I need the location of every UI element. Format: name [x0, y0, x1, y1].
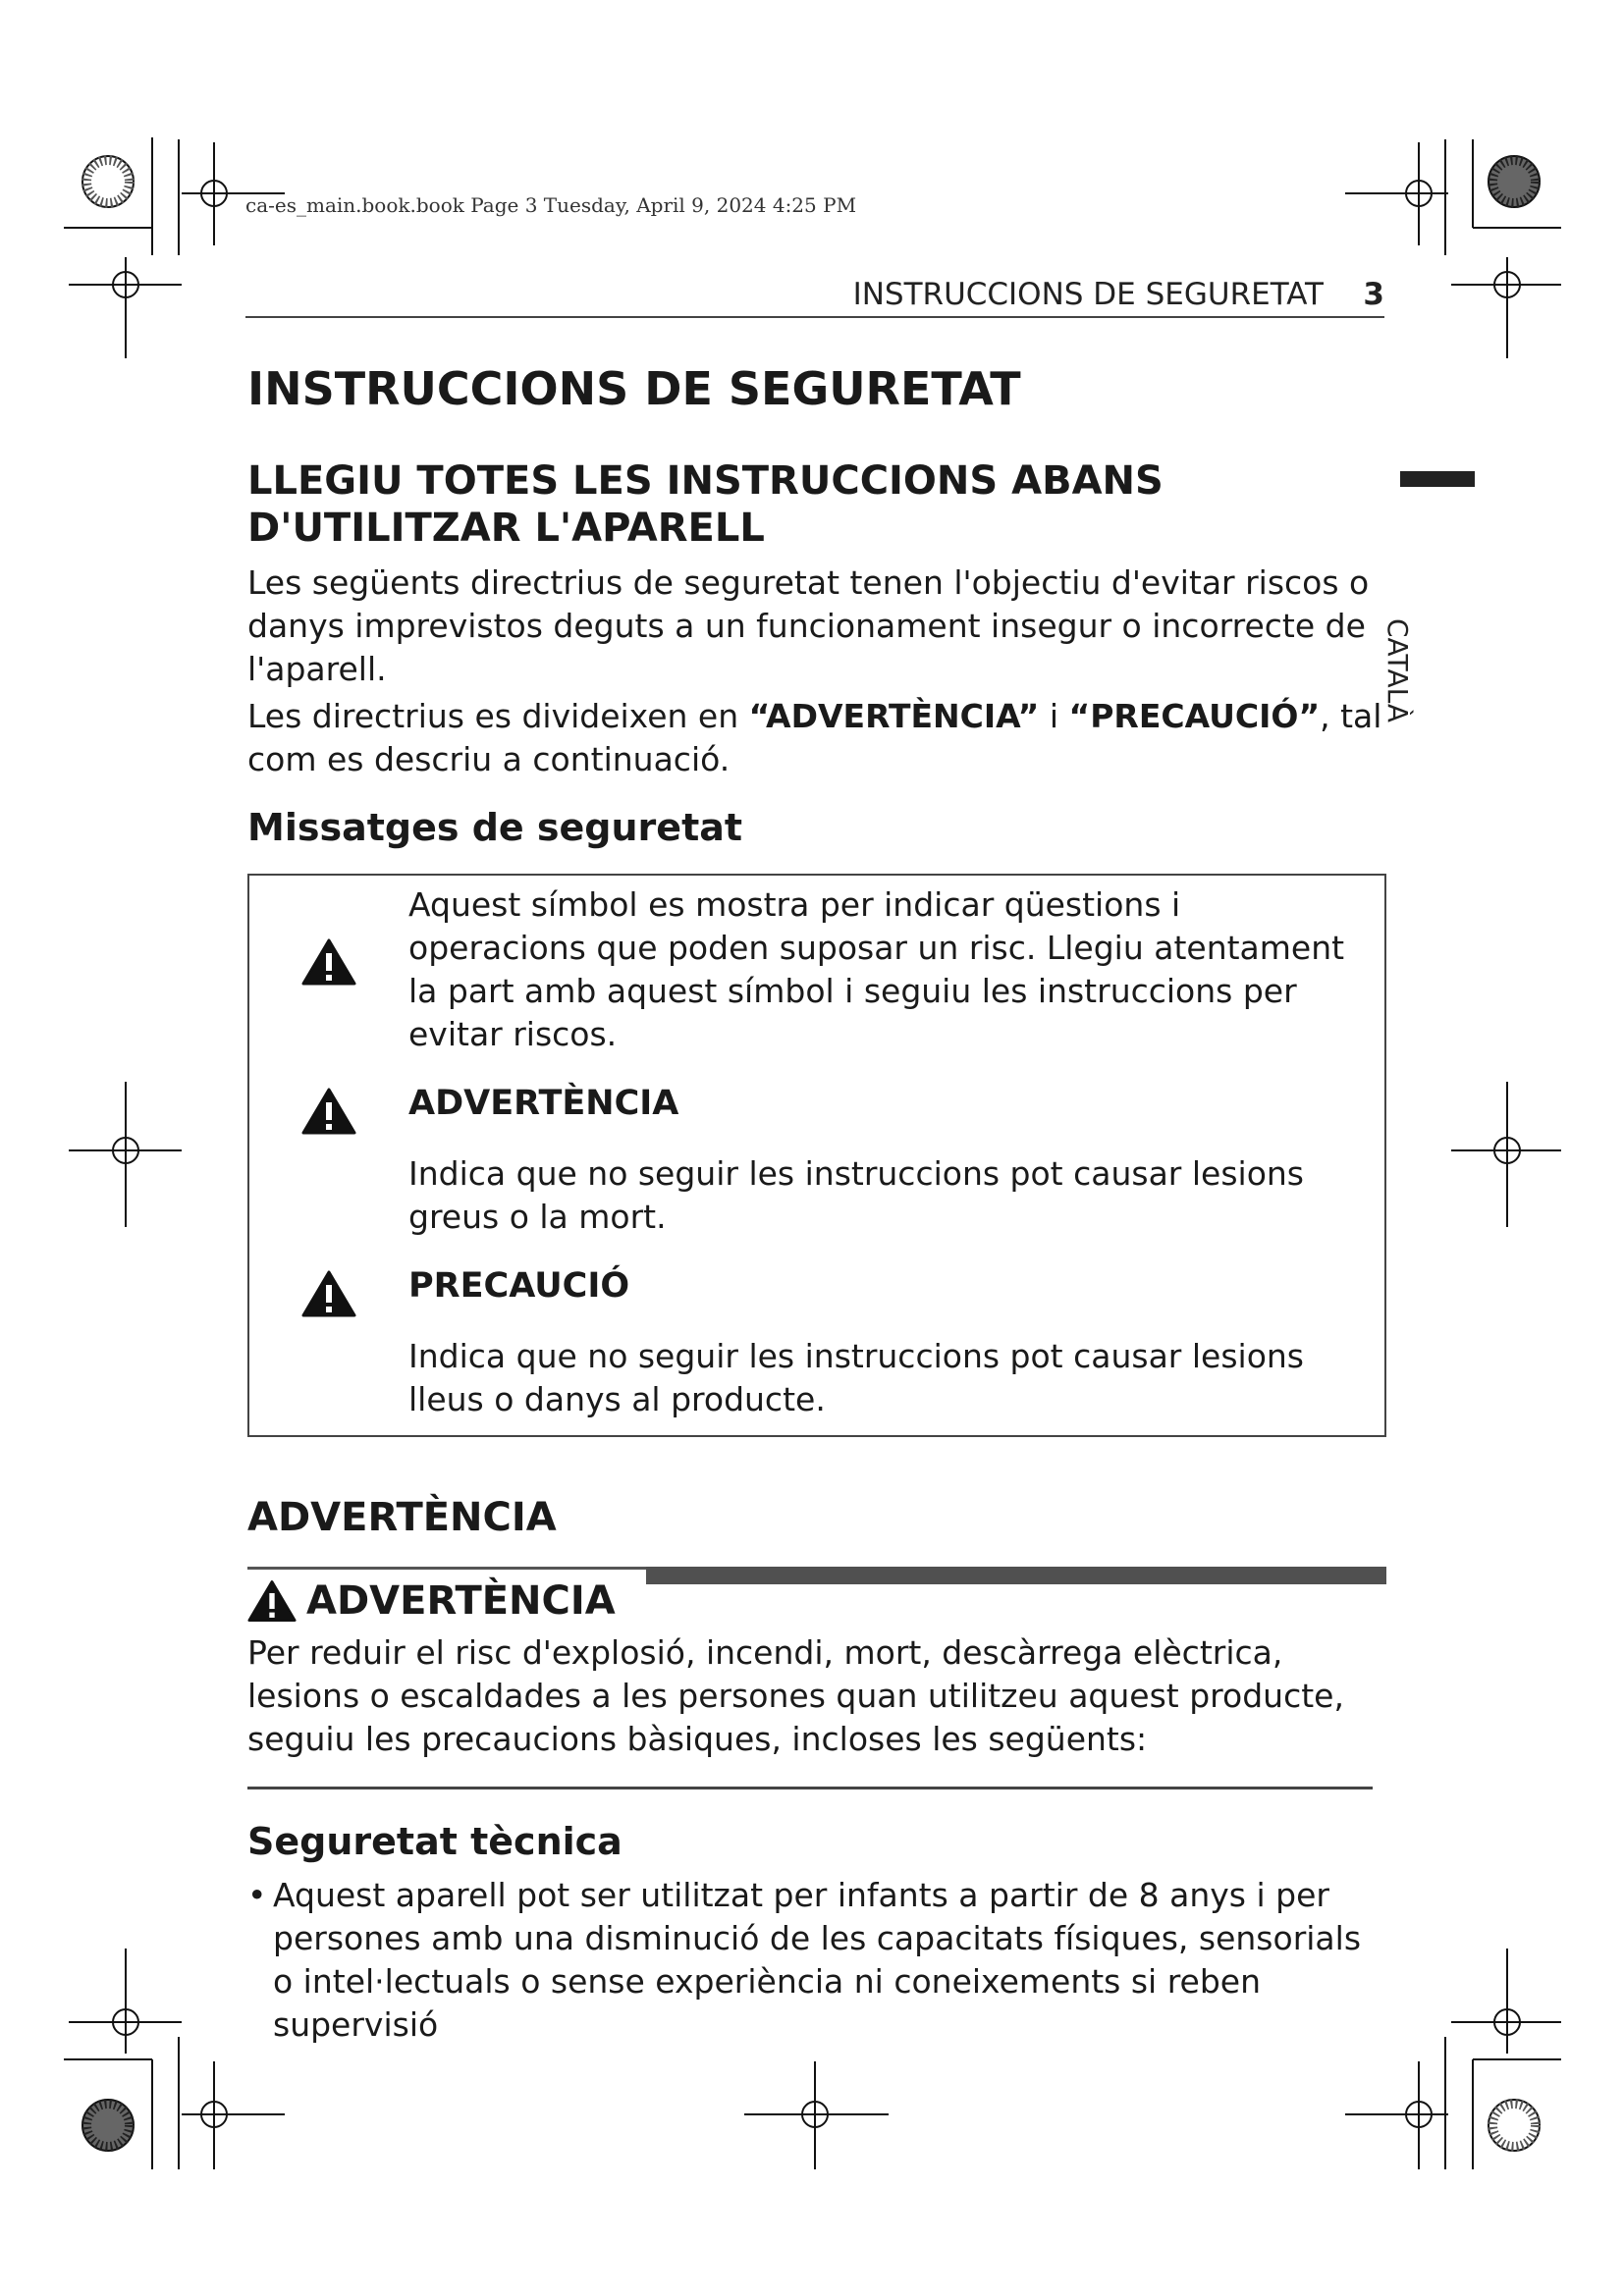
- term-caution: “PRECAUCIÓ”: [1068, 697, 1321, 735]
- warning-description: Indica que no seguir les instruccions pot causar lesions greus o la mort.: [408, 1154, 1304, 1236]
- intro-paragraph-2: Les directrius es divideixen en “ADVERTÈNCIA” i “PRECAUCIÓ”, tal com es descriu a continuació.: [247, 697, 1382, 778]
- caution-label: PRECAUCIÓ: [408, 1266, 630, 1306]
- page-title: INSTRUCCIONS DE SEGURETAT: [247, 362, 1021, 415]
- term-warning: “ADVERTÈNCIA”: [748, 697, 1040, 735]
- safety-messages-title: Missatges de seguretat: [247, 806, 743, 849]
- crosshair-icon: [69, 142, 1561, 2169]
- warning-box-label: ADVERTÈNCIA: [247, 1578, 616, 1624]
- bullet-marker: •: [247, 1876, 267, 1914]
- read-all-title: LLEGIU TOTES LES INSTRUCCIONS ABANS D'UTILITZAR L'APARELL: [247, 458, 1164, 551]
- warning-box-text: Per reduir el risc d'explosió, incendi, mort, descàrrega elèctrica, lesions o escaldades a les persones quan utilitzeu aquest producte, seguiu les precaucions bàsiques, incloses les següents:: [247, 1633, 1344, 1758]
- symbol-description: Aquest símbol es mostra per indicar qüestions i operacions que poden suposar un risc. Llegiu atentament la part amb aquest símbol i seguiu les instruccions per evitar riscos.: [408, 885, 1345, 1053]
- registration-target-icon: [82, 156, 1540, 2151]
- technical-safety-title: Seguretat tècnica: [247, 1820, 623, 1863]
- print-info: ca-es_main.book.book Page 3 Tuesday, April 9, 2024 4:25 PM: [245, 193, 857, 217]
- running-header-title: INSTRUCCIONS DE SEGURETAT: [852, 277, 1324, 312]
- list-item-text: Aquest aparell pot ser utilitzat per infants a partir de 8 anys i per persones amb una disminució de les capacitats físiques, sensorials o intel·lectuals o sense experiència ni coneixements si reben supervisió: [273, 1876, 1362, 2044]
- warning-section-title: ADVERTÈNCIA: [247, 1495, 557, 1540]
- page-number: 3: [1363, 277, 1384, 312]
- warning-label: ADVERTÈNCIA: [408, 1084, 679, 1123]
- intro-paragraph: Les següents directrius de seguretat tenen l'objectiu d'evitar riscos o danys imprevistos deguts a un funcionament insegur o incorrecte de l'aparell.: [247, 563, 1370, 688]
- language-tab-label: CATALÀ: [1381, 618, 1414, 723]
- caution-description: Indica que no seguir les instruccions pot causar lesions lleus o danys al producte.: [408, 1337, 1304, 1418]
